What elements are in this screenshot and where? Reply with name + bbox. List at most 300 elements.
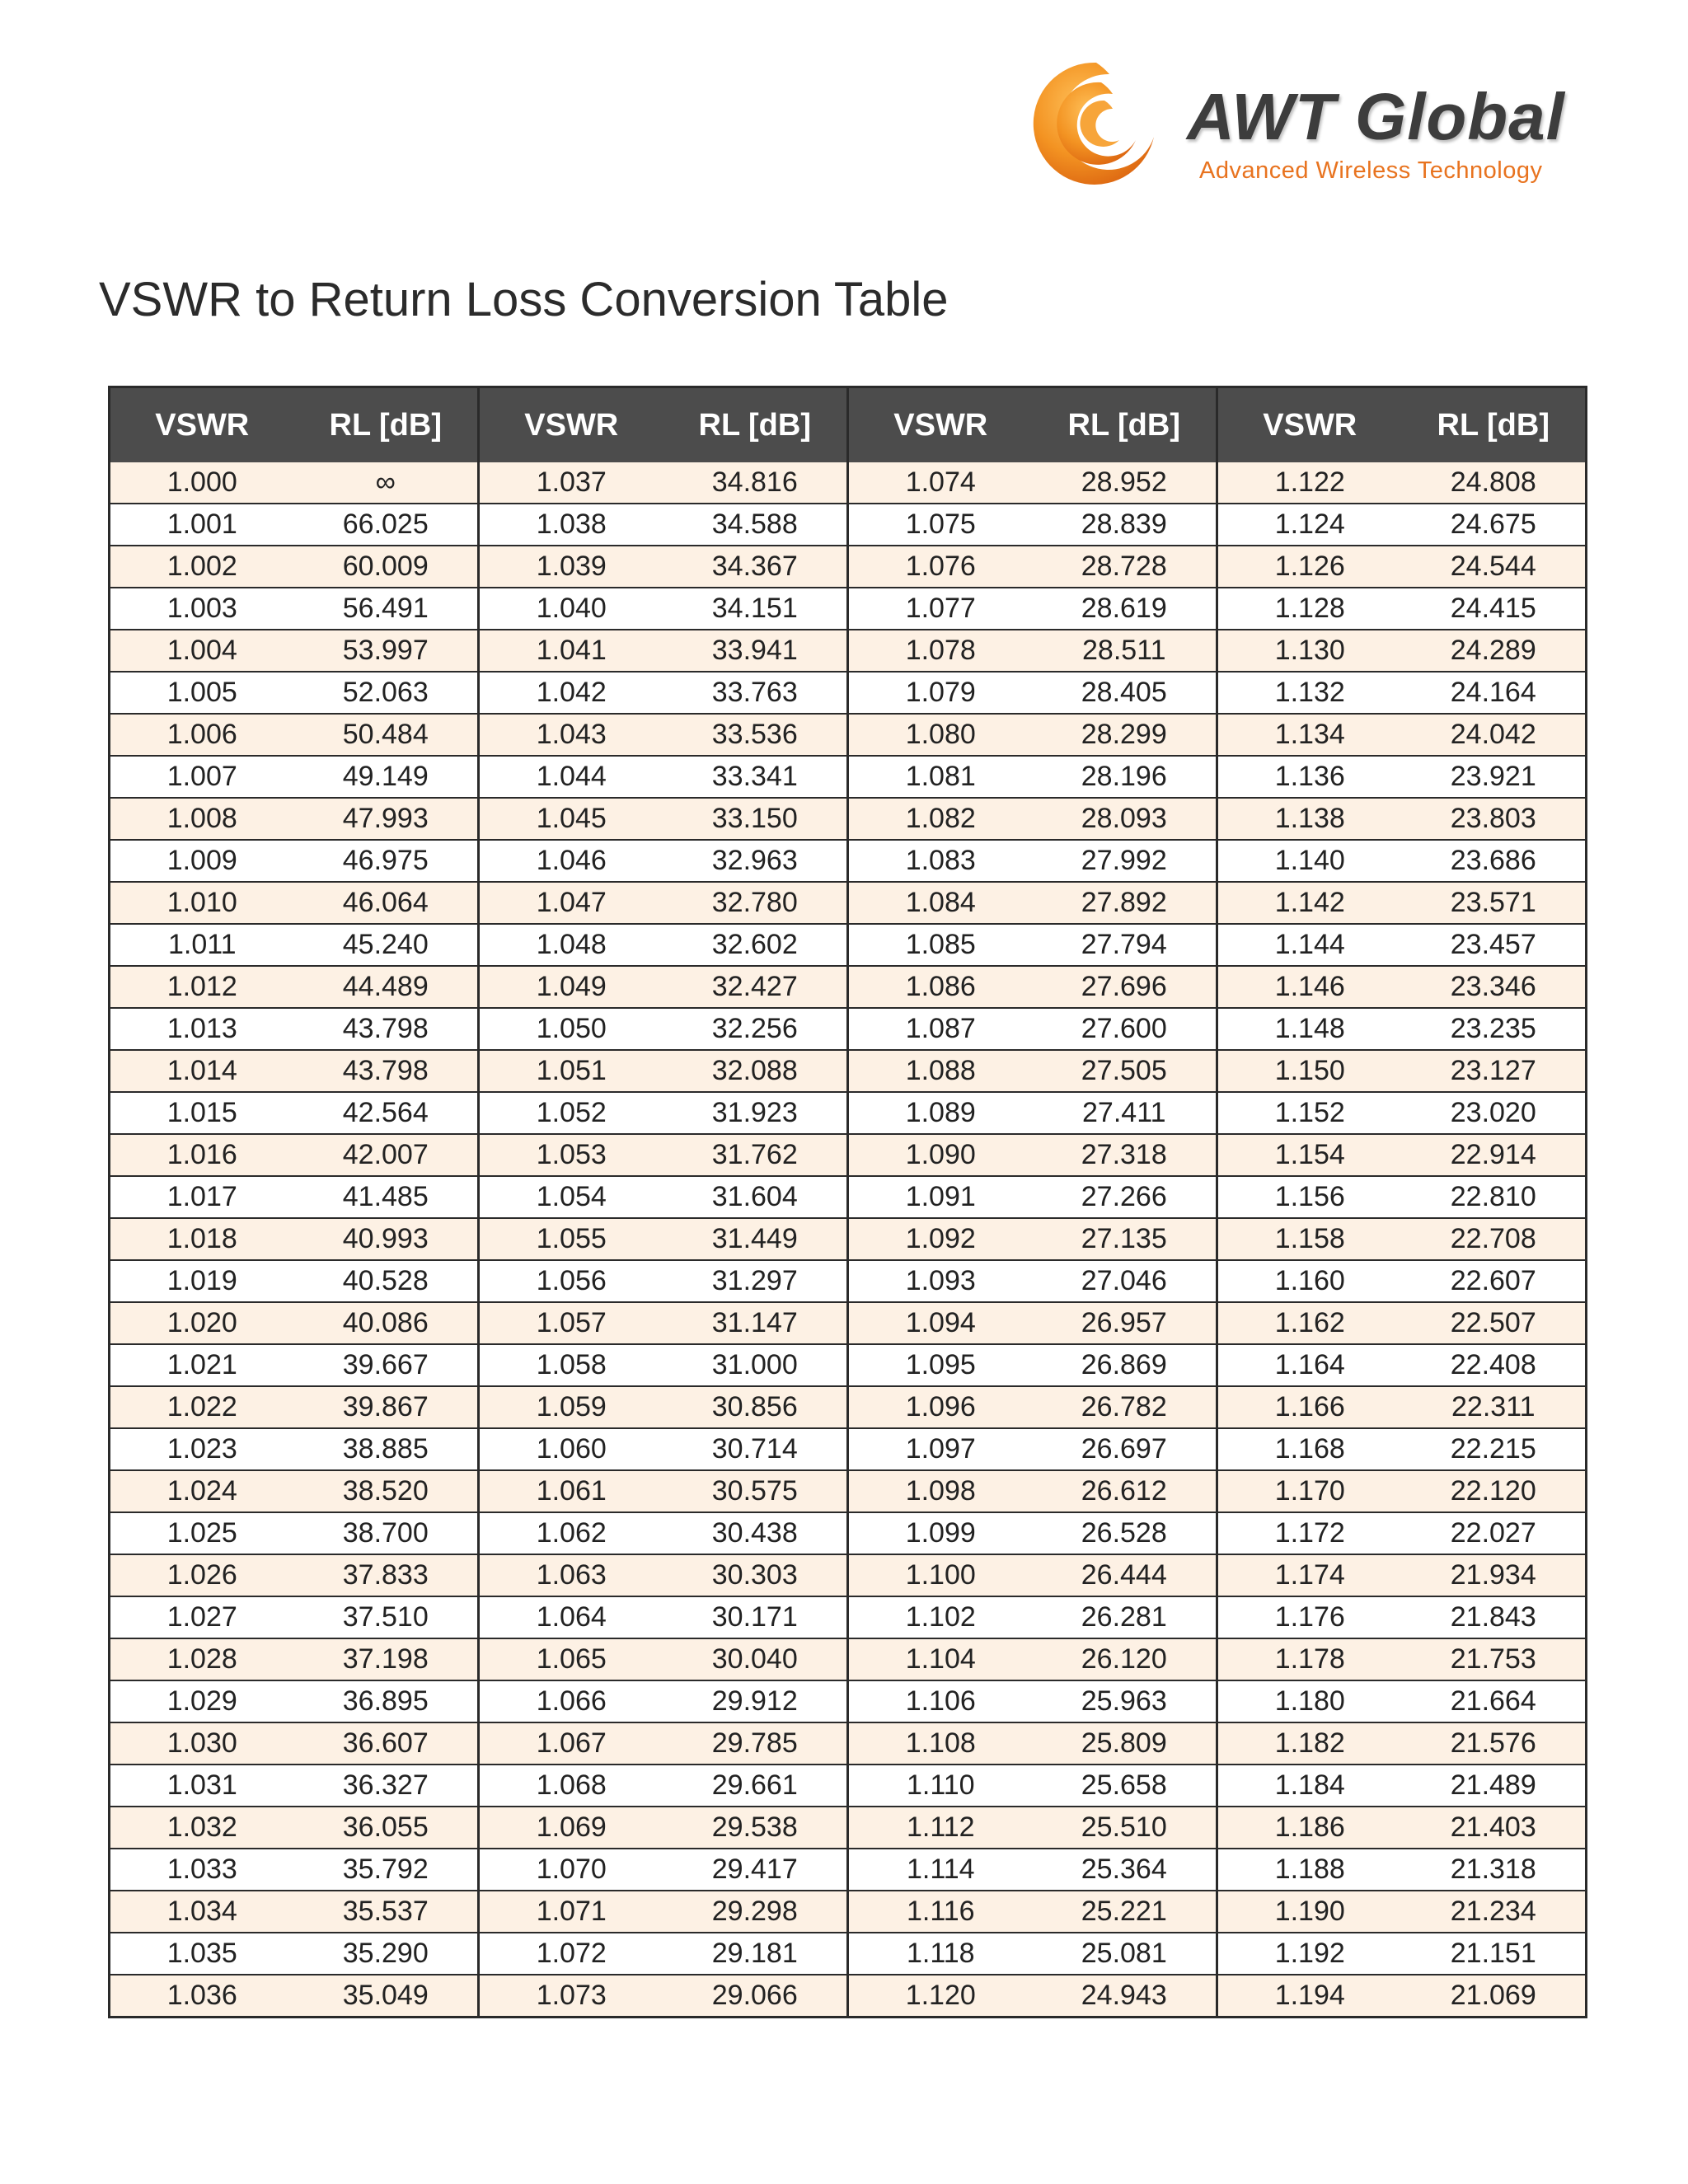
table-row bbox=[110, 1134, 1587, 1176]
rl-column-header: RL [dB] bbox=[1402, 387, 1587, 463]
vswr-cell: 1.073 bbox=[479, 1975, 663, 2018]
rl-cell: 37.198 bbox=[294, 1638, 479, 1680]
vswr-cell: 1.070 bbox=[479, 1849, 663, 1891]
rl-cell: 24.808 bbox=[1402, 462, 1587, 504]
vswr-cell: 1.106 bbox=[848, 1680, 1033, 1722]
table-row bbox=[110, 1891, 1587, 1933]
rl-cell: 30.575 bbox=[663, 1470, 848, 1512]
vswr-cell: 1.098 bbox=[848, 1470, 1033, 1512]
rl-cell: 35.049 bbox=[294, 1975, 479, 2018]
table-row bbox=[110, 1428, 1587, 1470]
rl-cell: 29.066 bbox=[663, 1975, 848, 2018]
table-row bbox=[110, 882, 1587, 924]
vswr-cell: 1.152 bbox=[1217, 1092, 1402, 1134]
rl-cell: 31.923 bbox=[663, 1092, 848, 1134]
vswr-cell: 1.077 bbox=[848, 588, 1033, 630]
vswr-cell: 1.154 bbox=[1217, 1134, 1402, 1176]
table-row bbox=[110, 672, 1587, 714]
vswr-cell: 1.011 bbox=[110, 924, 294, 966]
vswr-cell: 1.051 bbox=[479, 1050, 663, 1092]
vswr-cell: 1.076 bbox=[848, 546, 1033, 588]
vswr-cell: 1.086 bbox=[848, 966, 1033, 1008]
vswr-cell: 1.142 bbox=[1217, 882, 1402, 924]
vswr-cell: 1.013 bbox=[110, 1008, 294, 1050]
rl-cell: 40.993 bbox=[294, 1218, 479, 1260]
vswr-cell: 1.032 bbox=[110, 1807, 294, 1849]
rl-cell: 29.785 bbox=[663, 1722, 848, 1765]
vswr-cell: 1.138 bbox=[1217, 798, 1402, 840]
rl-cell: 36.607 bbox=[294, 1722, 479, 1765]
vswr-cell: 1.024 bbox=[110, 1470, 294, 1512]
table-row bbox=[110, 1807, 1587, 1849]
rl-cell: 31.604 bbox=[663, 1176, 848, 1218]
vswr-cell: 1.045 bbox=[479, 798, 663, 840]
swirl-logo-icon bbox=[1030, 58, 1162, 190]
rl-cell: 27.411 bbox=[1033, 1092, 1217, 1134]
rl-cell: 21.403 bbox=[1402, 1807, 1587, 1849]
vswr-cell: 1.114 bbox=[848, 1849, 1033, 1891]
rl-cell: 27.266 bbox=[1033, 1176, 1217, 1218]
rl-cell: 21.576 bbox=[1402, 1722, 1587, 1765]
rl-cell: 23.346 bbox=[1402, 966, 1587, 1008]
rl-cell: 25.364 bbox=[1033, 1849, 1217, 1891]
vswr-cell: 1.178 bbox=[1217, 1638, 1402, 1680]
rl-cell: 32.780 bbox=[663, 882, 848, 924]
rl-cell: 24.164 bbox=[1402, 672, 1587, 714]
vswr-cell: 1.116 bbox=[848, 1891, 1033, 1933]
rl-cell: ∞ bbox=[294, 462, 479, 504]
rl-cell: 23.686 bbox=[1402, 840, 1587, 882]
rl-cell: 26.612 bbox=[1033, 1470, 1217, 1512]
rl-cell: 31.449 bbox=[663, 1218, 848, 1260]
rl-cell: 36.895 bbox=[294, 1680, 479, 1722]
rl-cell: 31.297 bbox=[663, 1260, 848, 1302]
rl-cell: 23.803 bbox=[1402, 798, 1587, 840]
vswr-cell: 1.075 bbox=[848, 504, 1033, 546]
vswr-cell: 1.130 bbox=[1217, 630, 1402, 672]
vswr-cell: 1.087 bbox=[848, 1008, 1033, 1050]
rl-cell: 46.975 bbox=[294, 840, 479, 882]
vswr-cell: 1.037 bbox=[479, 462, 663, 504]
vswr-cell: 1.078 bbox=[848, 630, 1033, 672]
vswr-cell: 1.046 bbox=[479, 840, 663, 882]
page-title: VSWR to Return Loss Conversion Table bbox=[99, 273, 949, 326]
vswr-cell: 1.002 bbox=[110, 546, 294, 588]
rl-cell: 32.427 bbox=[663, 966, 848, 1008]
rl-cell: 22.607 bbox=[1402, 1260, 1587, 1302]
rl-cell: 26.782 bbox=[1033, 1386, 1217, 1428]
rl-cell: 42.007 bbox=[294, 1134, 479, 1176]
rl-cell: 42.564 bbox=[294, 1092, 479, 1134]
vswr-cell: 1.082 bbox=[848, 798, 1033, 840]
rl-cell: 28.299 bbox=[1033, 714, 1217, 756]
vswr-cell: 1.081 bbox=[848, 756, 1033, 798]
vswr-cell: 1.048 bbox=[479, 924, 663, 966]
rl-cell: 30.303 bbox=[663, 1554, 848, 1596]
vswr-cell: 1.035 bbox=[110, 1933, 294, 1975]
table-row bbox=[110, 1554, 1587, 1596]
rl-cell: 21.843 bbox=[1402, 1596, 1587, 1638]
vswr-cell: 1.182 bbox=[1217, 1722, 1402, 1765]
rl-cell: 60.009 bbox=[294, 546, 479, 588]
rl-cell: 34.816 bbox=[663, 462, 848, 504]
rl-cell: 21.069 bbox=[1402, 1975, 1587, 2018]
vswr-cell: 1.039 bbox=[479, 546, 663, 588]
vswr-cell: 1.090 bbox=[848, 1134, 1033, 1176]
rl-cell: 49.149 bbox=[294, 756, 479, 798]
rl-cell: 22.914 bbox=[1402, 1134, 1587, 1176]
vswr-cell: 1.088 bbox=[848, 1050, 1033, 1092]
rl-cell: 33.763 bbox=[663, 672, 848, 714]
rl-cell: 23.457 bbox=[1402, 924, 1587, 966]
rl-cell: 27.505 bbox=[1033, 1050, 1217, 1092]
vswr-cell: 1.094 bbox=[848, 1302, 1033, 1344]
rl-cell: 39.667 bbox=[294, 1344, 479, 1386]
vswr-cell: 1.050 bbox=[479, 1008, 663, 1050]
rl-cell: 50.484 bbox=[294, 714, 479, 756]
vswr-cell: 1.023 bbox=[110, 1428, 294, 1470]
rl-cell: 31.762 bbox=[663, 1134, 848, 1176]
table-row bbox=[110, 1680, 1587, 1722]
table-row bbox=[110, 1470, 1587, 1512]
table-row bbox=[110, 840, 1587, 882]
vswr-cell: 1.016 bbox=[110, 1134, 294, 1176]
vswr-cell: 1.053 bbox=[479, 1134, 663, 1176]
rl-cell: 47.993 bbox=[294, 798, 479, 840]
vswr-cell: 1.095 bbox=[848, 1344, 1033, 1386]
rl-cell: 26.281 bbox=[1033, 1596, 1217, 1638]
rl-cell: 33.341 bbox=[663, 756, 848, 798]
rl-cell: 28.728 bbox=[1033, 546, 1217, 588]
table-row bbox=[110, 1260, 1587, 1302]
vswr-cell: 1.021 bbox=[110, 1344, 294, 1386]
vswr-cell: 1.063 bbox=[479, 1554, 663, 1596]
vswr-cell: 1.128 bbox=[1217, 588, 1402, 630]
table-row bbox=[110, 966, 1587, 1008]
vswr-cell: 1.184 bbox=[1217, 1765, 1402, 1807]
rl-cell: 28.093 bbox=[1033, 798, 1217, 840]
vswr-column-header: VSWR bbox=[479, 387, 663, 463]
table-row bbox=[110, 588, 1587, 630]
table-body bbox=[110, 462, 1587, 2018]
rl-cell: 38.520 bbox=[294, 1470, 479, 1512]
rl-cell: 36.327 bbox=[294, 1765, 479, 1807]
rl-cell: 23.921 bbox=[1402, 756, 1587, 798]
rl-cell: 44.489 bbox=[294, 966, 479, 1008]
rl-cell: 26.869 bbox=[1033, 1344, 1217, 1386]
vswr-cell: 1.043 bbox=[479, 714, 663, 756]
vswr-cell: 1.148 bbox=[1217, 1008, 1402, 1050]
table-row bbox=[110, 798, 1587, 840]
vswr-cell: 1.144 bbox=[1217, 924, 1402, 966]
vswr-cell: 1.004 bbox=[110, 630, 294, 672]
rl-cell: 21.753 bbox=[1402, 1638, 1587, 1680]
vswr-cell: 1.079 bbox=[848, 672, 1033, 714]
rl-cell: 25.809 bbox=[1033, 1722, 1217, 1765]
rl-cell: 22.810 bbox=[1402, 1176, 1587, 1218]
vswr-cell: 1.092 bbox=[848, 1218, 1033, 1260]
rl-cell: 21.318 bbox=[1402, 1849, 1587, 1891]
rl-cell: 37.510 bbox=[294, 1596, 479, 1638]
table-row bbox=[110, 1008, 1587, 1050]
vswr-cell: 1.176 bbox=[1217, 1596, 1402, 1638]
rl-cell: 30.714 bbox=[663, 1428, 848, 1470]
rl-column-header: RL [dB] bbox=[294, 387, 479, 463]
vswr-cell: 1.134 bbox=[1217, 714, 1402, 756]
vswr-cell: 1.168 bbox=[1217, 1428, 1402, 1470]
company-logo bbox=[1030, 58, 1591, 198]
vswr-cell: 1.003 bbox=[110, 588, 294, 630]
rl-column-header: RL [dB] bbox=[663, 387, 848, 463]
rl-cell: 27.696 bbox=[1033, 966, 1217, 1008]
vswr-cell: 1.019 bbox=[110, 1260, 294, 1302]
vswr-cell: 1.064 bbox=[479, 1596, 663, 1638]
vswr-cell: 1.038 bbox=[479, 504, 663, 546]
rl-cell: 30.171 bbox=[663, 1596, 848, 1638]
rl-cell: 29.538 bbox=[663, 1807, 848, 1849]
rl-cell: 29.912 bbox=[663, 1680, 848, 1722]
vswr-cell: 1.190 bbox=[1217, 1891, 1402, 1933]
vswr-cell: 1.042 bbox=[479, 672, 663, 714]
table-row bbox=[110, 1933, 1587, 1975]
table-row bbox=[110, 1512, 1587, 1554]
rl-cell: 22.120 bbox=[1402, 1470, 1587, 1512]
vswr-cell: 1.007 bbox=[110, 756, 294, 798]
vswr-cell: 1.031 bbox=[110, 1765, 294, 1807]
vswr-cell: 1.044 bbox=[479, 756, 663, 798]
rl-cell: 23.127 bbox=[1402, 1050, 1587, 1092]
vswr-cell: 1.022 bbox=[110, 1386, 294, 1428]
table-row bbox=[110, 504, 1587, 546]
rl-cell: 40.086 bbox=[294, 1302, 479, 1344]
vswr-cell: 1.017 bbox=[110, 1176, 294, 1218]
vswr-cell: 1.192 bbox=[1217, 1933, 1402, 1975]
vswr-cell: 1.072 bbox=[479, 1933, 663, 1975]
vswr-cell: 1.093 bbox=[848, 1260, 1033, 1302]
rl-cell: 23.235 bbox=[1402, 1008, 1587, 1050]
vswr-cell: 1.158 bbox=[1217, 1218, 1402, 1260]
vswr-cell: 1.156 bbox=[1217, 1176, 1402, 1218]
rl-cell: 43.798 bbox=[294, 1008, 479, 1050]
logo-tagline: Advanced Wireless Technology bbox=[1199, 157, 1543, 184]
vswr-cell: 1.014 bbox=[110, 1050, 294, 1092]
rl-cell: 28.952 bbox=[1033, 462, 1217, 504]
rl-cell: 34.367 bbox=[663, 546, 848, 588]
vswr-cell: 1.180 bbox=[1217, 1680, 1402, 1722]
vswr-cell: 1.006 bbox=[110, 714, 294, 756]
rl-cell: 21.151 bbox=[1402, 1933, 1587, 1975]
rl-column-header: RL [dB] bbox=[1033, 387, 1217, 463]
vswr-cell: 1.029 bbox=[110, 1680, 294, 1722]
rl-cell: 23.571 bbox=[1402, 882, 1587, 924]
rl-cell: 27.046 bbox=[1033, 1260, 1217, 1302]
vswr-cell: 1.097 bbox=[848, 1428, 1033, 1470]
rl-cell: 28.511 bbox=[1033, 630, 1217, 672]
rl-cell: 28.619 bbox=[1033, 588, 1217, 630]
vswr-cell: 1.008 bbox=[110, 798, 294, 840]
vswr-cell: 1.099 bbox=[848, 1512, 1033, 1554]
rl-cell: 40.528 bbox=[294, 1260, 479, 1302]
vswr-cell: 1.030 bbox=[110, 1722, 294, 1765]
vswr-cell: 1.059 bbox=[479, 1386, 663, 1428]
table-row bbox=[110, 924, 1587, 966]
vswr-cell: 1.040 bbox=[479, 588, 663, 630]
rl-cell: 25.963 bbox=[1033, 1680, 1217, 1722]
vswr-cell: 1.065 bbox=[479, 1638, 663, 1680]
rl-cell: 46.064 bbox=[294, 882, 479, 924]
vswr-cell: 1.057 bbox=[479, 1302, 663, 1344]
vswr-cell: 1.055 bbox=[479, 1218, 663, 1260]
vswr-cell: 1.110 bbox=[848, 1765, 1033, 1807]
vswr-cell: 1.085 bbox=[848, 924, 1033, 966]
rl-cell: 22.215 bbox=[1402, 1428, 1587, 1470]
rl-cell: 27.600 bbox=[1033, 1008, 1217, 1050]
rl-cell: 30.856 bbox=[663, 1386, 848, 1428]
rl-cell: 34.151 bbox=[663, 588, 848, 630]
rl-cell: 29.661 bbox=[663, 1765, 848, 1807]
vswr-cell: 1.164 bbox=[1217, 1344, 1402, 1386]
vswr-cell: 1.067 bbox=[479, 1722, 663, 1765]
rl-cell: 35.792 bbox=[294, 1849, 479, 1891]
vswr-cell: 1.140 bbox=[1217, 840, 1402, 882]
rl-cell: 33.941 bbox=[663, 630, 848, 672]
vswr-cell: 1.071 bbox=[479, 1891, 663, 1933]
rl-cell: 27.794 bbox=[1033, 924, 1217, 966]
rl-cell: 36.055 bbox=[294, 1807, 479, 1849]
rl-cell: 25.658 bbox=[1033, 1765, 1217, 1807]
rl-cell: 26.697 bbox=[1033, 1428, 1217, 1470]
rl-cell: 22.408 bbox=[1402, 1344, 1587, 1386]
rl-cell: 56.491 bbox=[294, 588, 479, 630]
vswr-cell: 1.009 bbox=[110, 840, 294, 882]
rl-cell: 38.885 bbox=[294, 1428, 479, 1470]
vswr-cell: 1.083 bbox=[848, 840, 1033, 882]
rl-cell: 39.867 bbox=[294, 1386, 479, 1428]
rl-cell: 22.507 bbox=[1402, 1302, 1587, 1344]
table-header-row bbox=[110, 387, 1587, 463]
vswr-cell: 1.068 bbox=[479, 1765, 663, 1807]
vswr-cell: 1.025 bbox=[110, 1512, 294, 1554]
vswr-cell: 1.062 bbox=[479, 1512, 663, 1554]
rl-cell: 37.833 bbox=[294, 1554, 479, 1596]
logo-name: AWT Global bbox=[1187, 80, 1565, 153]
vswr-cell: 1.150 bbox=[1217, 1050, 1402, 1092]
table-row bbox=[110, 1176, 1587, 1218]
table-row bbox=[110, 1302, 1587, 1344]
rl-cell: 22.027 bbox=[1402, 1512, 1587, 1554]
rl-cell: 28.405 bbox=[1033, 672, 1217, 714]
vswr-cell: 1.104 bbox=[848, 1638, 1033, 1680]
rl-cell: 32.256 bbox=[663, 1008, 848, 1050]
rl-cell: 21.934 bbox=[1402, 1554, 1587, 1596]
vswr-cell: 1.124 bbox=[1217, 504, 1402, 546]
vswr-cell: 1.074 bbox=[848, 462, 1033, 504]
rl-cell: 23.020 bbox=[1402, 1092, 1587, 1134]
vswr-cell: 1.166 bbox=[1217, 1386, 1402, 1428]
vswr-cell: 1.027 bbox=[110, 1596, 294, 1638]
vswr-cell: 1.036 bbox=[110, 1975, 294, 2018]
rl-cell: 38.700 bbox=[294, 1512, 479, 1554]
vswr-cell: 1.012 bbox=[110, 966, 294, 1008]
rl-cell: 24.289 bbox=[1402, 630, 1587, 672]
vswr-column-header: VSWR bbox=[110, 387, 294, 463]
vswr-cell: 1.061 bbox=[479, 1470, 663, 1512]
vswr-cell: 1.000 bbox=[110, 462, 294, 504]
rl-cell: 24.415 bbox=[1402, 588, 1587, 630]
vswr-cell: 1.001 bbox=[110, 504, 294, 546]
vswr-cell: 1.005 bbox=[110, 672, 294, 714]
rl-cell: 24.042 bbox=[1402, 714, 1587, 756]
table-row bbox=[110, 1344, 1587, 1386]
rl-cell: 66.025 bbox=[294, 504, 479, 546]
vswr-cell: 1.122 bbox=[1217, 462, 1402, 504]
vswr-cell: 1.126 bbox=[1217, 546, 1402, 588]
vswr-cell: 1.174 bbox=[1217, 1554, 1402, 1596]
rl-cell: 26.528 bbox=[1033, 1512, 1217, 1554]
vswr-cell: 1.010 bbox=[110, 882, 294, 924]
vswr-cell: 1.172 bbox=[1217, 1512, 1402, 1554]
rl-cell: 41.485 bbox=[294, 1176, 479, 1218]
vswr-cell: 1.033 bbox=[110, 1849, 294, 1891]
vswr-cell: 1.041 bbox=[479, 630, 663, 672]
rl-cell: 32.088 bbox=[663, 1050, 848, 1092]
vswr-cell: 1.096 bbox=[848, 1386, 1033, 1428]
rl-cell: 28.839 bbox=[1033, 504, 1217, 546]
vswr-cell: 1.146 bbox=[1217, 966, 1402, 1008]
rl-cell: 26.120 bbox=[1033, 1638, 1217, 1680]
rl-cell: 29.181 bbox=[663, 1933, 848, 1975]
rl-cell: 27.318 bbox=[1033, 1134, 1217, 1176]
rl-cell: 28.196 bbox=[1033, 756, 1217, 798]
vswr-cell: 1.084 bbox=[848, 882, 1033, 924]
rl-cell: 24.544 bbox=[1402, 546, 1587, 588]
vswr-cell: 1.194 bbox=[1217, 1975, 1402, 2018]
vswr-cell: 1.118 bbox=[848, 1933, 1033, 1975]
vswr-cell: 1.018 bbox=[110, 1218, 294, 1260]
vswr-cell: 1.160 bbox=[1217, 1260, 1402, 1302]
vswr-cell: 1.132 bbox=[1217, 672, 1402, 714]
rl-cell: 35.537 bbox=[294, 1891, 479, 1933]
table-row bbox=[110, 714, 1587, 756]
vswr-cell: 1.056 bbox=[479, 1260, 663, 1302]
vswr-cell: 1.112 bbox=[848, 1807, 1033, 1849]
vswr-cell: 1.091 bbox=[848, 1176, 1033, 1218]
vswr-cell: 1.026 bbox=[110, 1554, 294, 1596]
vswr-cell: 1.120 bbox=[848, 1975, 1033, 2018]
vswr-cell: 1.136 bbox=[1217, 756, 1402, 798]
rl-cell: 22.311 bbox=[1402, 1386, 1587, 1428]
vswr-column-header: VSWR bbox=[1217, 387, 1402, 463]
rl-cell: 31.147 bbox=[663, 1302, 848, 1344]
table-row bbox=[110, 630, 1587, 672]
rl-cell: 43.798 bbox=[294, 1050, 479, 1092]
vswr-cell: 1.188 bbox=[1217, 1849, 1402, 1891]
rl-cell: 52.063 bbox=[294, 672, 479, 714]
rl-cell: 27.135 bbox=[1033, 1218, 1217, 1260]
rl-cell: 32.602 bbox=[663, 924, 848, 966]
rl-cell: 30.438 bbox=[663, 1512, 848, 1554]
table-row bbox=[110, 1722, 1587, 1765]
rl-cell: 53.997 bbox=[294, 630, 479, 672]
rl-cell: 25.221 bbox=[1033, 1891, 1217, 1933]
vswr-cell: 1.108 bbox=[848, 1722, 1033, 1765]
table-row bbox=[110, 1765, 1587, 1807]
vswr-cell: 1.058 bbox=[479, 1344, 663, 1386]
table-row bbox=[110, 1092, 1587, 1134]
rl-cell: 34.588 bbox=[663, 504, 848, 546]
vswr-cell: 1.089 bbox=[848, 1092, 1033, 1134]
table-row bbox=[110, 1596, 1587, 1638]
